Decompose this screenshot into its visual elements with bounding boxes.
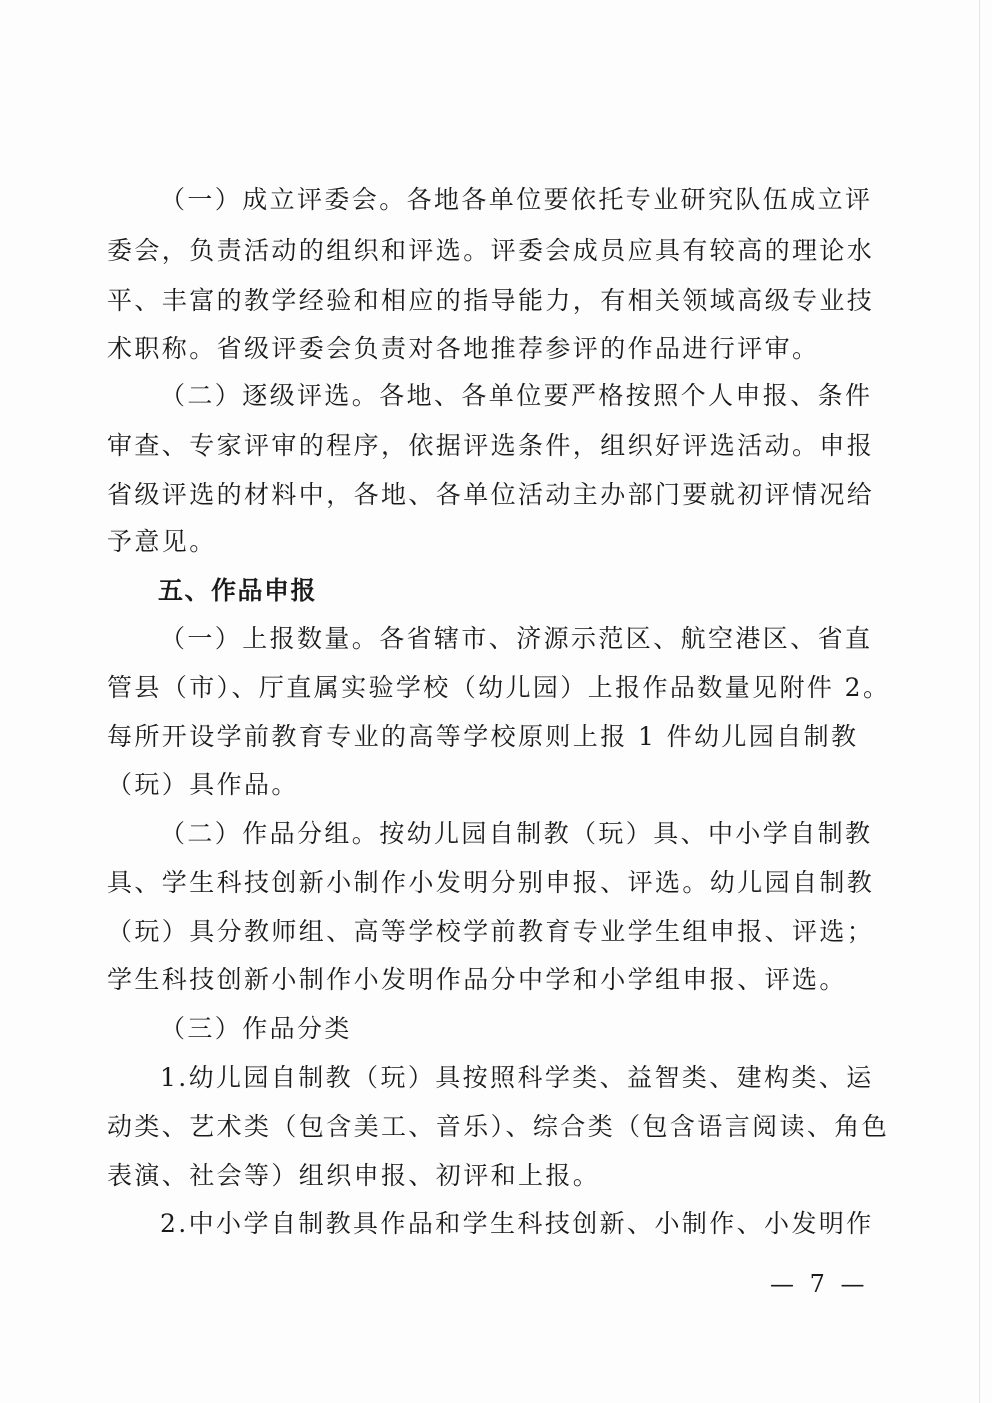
- paragraph-4-line-1: （二）作品分组。按幼儿园自制教（玩）具、中小学自制教: [160, 819, 873, 848]
- paragraph-3-line-1: （一）上报数量。各省辖市、济源示范区、航空港区、省直: [160, 624, 873, 653]
- paragraph-2-line-1: （二）逐级评选。各地、各单位要严格按照个人申报、条件: [160, 381, 873, 410]
- paragraph-2-line-2: 审查、专家评审的程序，依据评选条件，组织好评选活动。申报: [107, 431, 875, 460]
- paragraph-1-line-4: 术职称。省级评委会负责对各地推荐参评的作品进行评审。: [107, 334, 820, 363]
- paragraph-3-line-4: （玩）具作品。: [107, 770, 299, 799]
- paragraph-4-line-4: 学生科技创新小制作小发明作品分中学和小学组申报、评选。: [107, 965, 847, 994]
- paragraph-3-line-2: 管县（市）、厅直属实验学校（幼儿园）上报作品数量见附件 2。: [107, 673, 891, 702]
- paragraph-1-line-1: （一）成立评委会。各地各单位要依托专业研究队伍成立评: [160, 185, 873, 214]
- paragraph-3-line-3: 每所开设学前教育专业的高等学校原则上报 1 件幼儿园自制教: [107, 722, 859, 751]
- paragraph-5-line-2: 动类、艺术类（包含美工、音乐）、综合类（包含语言阅读、角色: [107, 1112, 890, 1141]
- subheading-categories: （三）作品分类: [160, 1014, 352, 1043]
- paragraph-5-line-3: 表演、社会等）组织申报、初评和上报。: [107, 1161, 601, 1190]
- paragraph-5-line-1: 1.幼儿园自制教（玩）具按照科学类、益智类、建构类、运: [160, 1063, 874, 1092]
- paragraph-4-line-3: （玩）具分教师组、高等学校学前教育专业学生组申报、评选；: [107, 917, 875, 946]
- page-edge-line: [979, 0, 980, 1403]
- paragraph-6-line-1: 2.中小学自制教具作品和学生科技创新、小制作、小发明作: [160, 1209, 874, 1238]
- page-number: — 7 —: [770, 1270, 869, 1298]
- section-heading: 五、作品申报: [158, 576, 318, 605]
- paragraph-1-line-3: 平、丰富的教学经验和相应的指导能力，有相关领域高级专业技: [107, 286, 875, 315]
- paragraph-1-line-2: 委会，负责活动的组织和评选。评委会成员应具有较高的理论水: [107, 236, 875, 265]
- paragraph-2-line-4: 予意见。: [107, 527, 217, 556]
- paragraph-4-line-2: 具、学生科技创新小制作小发明分别申报、评选。幼儿园自制教: [107, 868, 875, 897]
- paragraph-2-line-3: 省级评选的材料中，各地、各单位活动主办部门要就初评情况给: [107, 480, 875, 509]
